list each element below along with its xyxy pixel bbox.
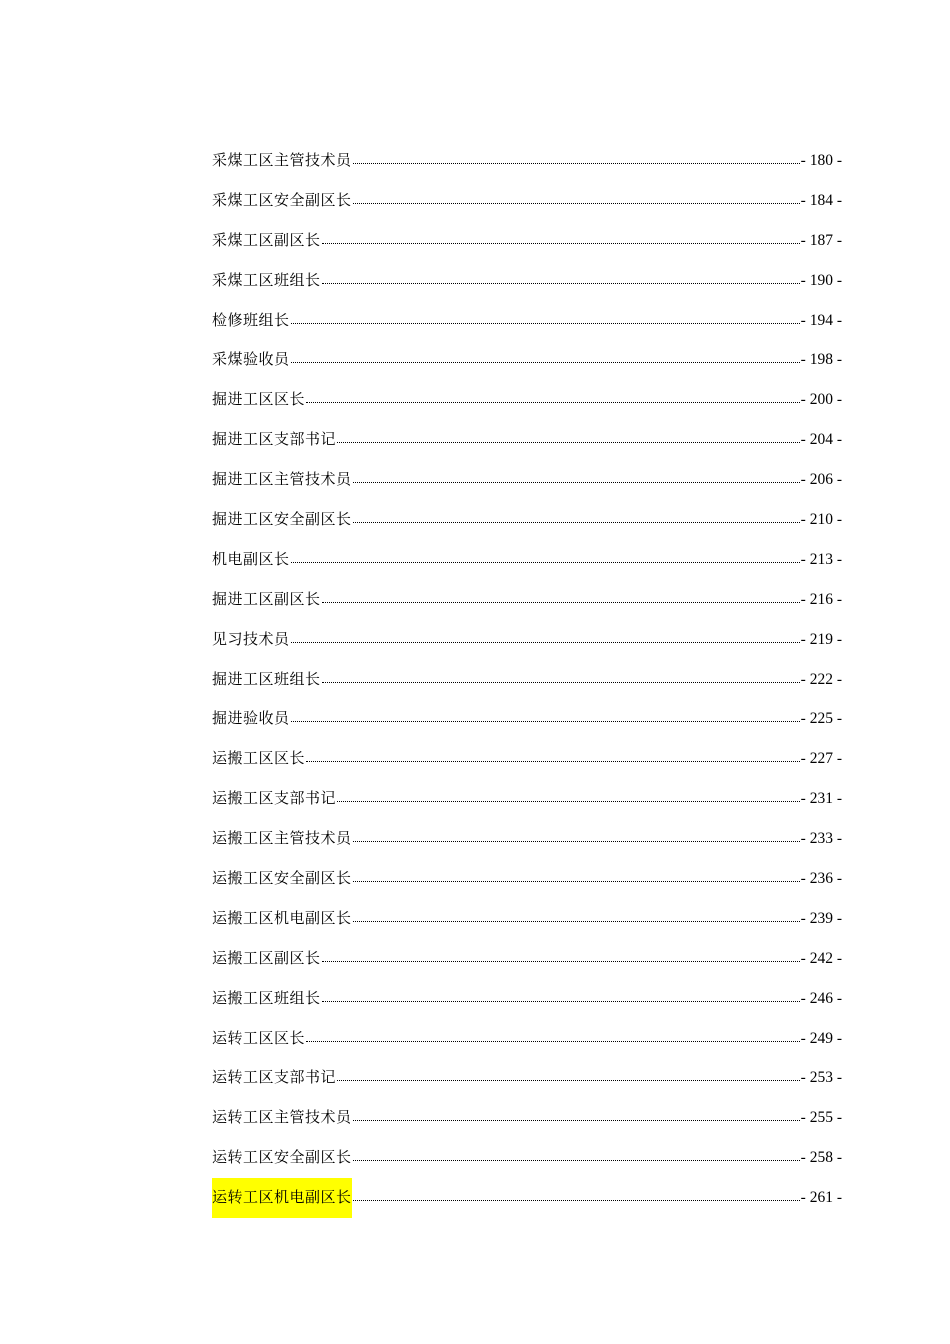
toc-entry-page: - 242 - — [800, 949, 842, 967]
toc-entry-page: - 261 - — [800, 1189, 842, 1207]
toc-entry-page: - 253 - — [800, 1069, 842, 1087]
toc-dot-leader — [336, 1068, 801, 1082]
toc-entry-title: 运搬工区班组长 — [212, 988, 321, 1007]
toc-dot-leader — [290, 311, 801, 325]
toc-entry-page: - 231 - — [800, 790, 842, 808]
toc-entry-page: - 258 - — [800, 1149, 842, 1167]
toc-entry[interactable] — [212, 819, 842, 859]
toc-dot-leader — [321, 670, 801, 684]
toc-entry-title: 见习技术员 — [212, 629, 290, 648]
toc-entry-page: - 204 - — [800, 431, 842, 449]
toc-entry[interactable] — [212, 899, 842, 939]
toc-entry-page: - 187 - — [800, 231, 842, 249]
toc-entry-title: 运搬工区机电副区长 — [212, 908, 352, 927]
toc-entry-title: 采煤工区班组长 — [212, 270, 321, 289]
toc-entry-page: - 227 - — [800, 750, 842, 768]
toc-dot-leader — [305, 749, 801, 763]
toc-entry-title: 掘进工区班组长 — [212, 669, 321, 688]
toc-entry[interactable] — [212, 380, 842, 420]
toc-entry[interactable] — [212, 540, 842, 580]
toc-entry-page: - 213 - — [800, 550, 842, 568]
toc-entry[interactable] — [212, 699, 842, 739]
toc-entry-page: - 219 - — [800, 630, 842, 648]
toc-entry-title: 掘进工区支部书记 — [212, 430, 337, 449]
toc-dot-leader — [305, 390, 801, 404]
toc-entry-page: - 225 - — [800, 710, 842, 728]
toc-entry[interactable] — [212, 301, 842, 341]
toc-entry[interactable] — [212, 340, 842, 380]
toc-entry-page: - 222 - — [800, 670, 842, 688]
toc-entry-page: - 233 - — [800, 830, 842, 848]
toc-dot-leader — [352, 1108, 801, 1122]
toc-entry[interactable] — [212, 181, 842, 221]
toc-entry-title: 掘进工区主管技术员 — [212, 470, 352, 489]
toc-entry-page: - 216 - — [800, 590, 842, 608]
toc-dot-leader — [321, 590, 801, 604]
toc-dot-leader — [352, 869, 801, 883]
toc-entry-highlighted[interactable] — [212, 1178, 842, 1218]
toc-dot-leader — [305, 1029, 801, 1043]
toc-entry-title: 运转工区区长 — [212, 1028, 306, 1047]
toc-dot-leader — [352, 470, 801, 484]
table-of-contents — [212, 141, 842, 1218]
toc-entry-title: 采煤工区副区长 — [212, 230, 321, 249]
toc-entry[interactable] — [212, 261, 842, 301]
toc-dot-leader — [290, 550, 801, 564]
toc-entry[interactable] — [212, 939, 842, 979]
toc-entry[interactable] — [212, 580, 842, 620]
toc-entry-title: 检修班组长 — [212, 310, 290, 329]
toc-entry-title: 采煤工区安全副区长 — [212, 190, 352, 209]
toc-entry[interactable] — [212, 859, 842, 899]
toc-entry-page: - 255 - — [800, 1109, 842, 1127]
toc-dot-leader — [352, 1188, 801, 1202]
toc-entry[interactable] — [212, 141, 842, 181]
toc-entry[interactable] — [212, 660, 842, 700]
toc-dot-leader — [336, 430, 801, 444]
toc-dot-leader — [352, 829, 801, 843]
toc-dot-leader — [321, 989, 801, 1003]
toc-entry-title: 采煤工区主管技术员 — [212, 151, 352, 169]
toc-entry-page: - 180 - — [800, 152, 842, 169]
toc-entry-title: 掘进工区安全副区长 — [212, 510, 352, 529]
toc-entry-title: 掘进验收员 — [212, 709, 290, 728]
toc-entry-title: 运搬工区副区长 — [212, 948, 321, 967]
toc-entry-page: - 200 - — [800, 391, 842, 409]
toc-entry[interactable] — [212, 1138, 842, 1178]
toc-entry-title: 掘进工区副区长 — [212, 589, 321, 608]
toc-entry-title: 运转工区支部书记 — [212, 1068, 337, 1087]
toc-entry[interactable] — [212, 460, 842, 500]
toc-dot-leader — [290, 350, 801, 364]
toc-entry-title: 运搬工区支部书记 — [212, 789, 337, 808]
toc-dot-leader — [321, 231, 801, 245]
toc-entry-title: 掘进工区区长 — [212, 390, 306, 409]
toc-entry-title: 运转工区安全副区长 — [212, 1148, 352, 1167]
toc-entry-page: - 184 - — [800, 191, 842, 209]
toc-dot-leader — [290, 630, 801, 644]
toc-entry-title: 运转工区主管技术员 — [212, 1108, 352, 1127]
toc-entry-title: 运搬工区安全副区长 — [212, 869, 352, 888]
toc-dot-leader — [352, 510, 801, 524]
toc-dot-leader — [290, 709, 801, 723]
toc-entry-page: - 190 - — [800, 271, 842, 289]
toc-entry-page: - 210 - — [800, 511, 842, 529]
toc-entry-title: 运搬工区主管技术员 — [212, 829, 352, 848]
toc-entry-page: - 249 - — [800, 1029, 842, 1047]
toc-entry-page: - 239 - — [800, 909, 842, 927]
toc-entry-page: - 246 - — [800, 989, 842, 1007]
toc-entry[interactable] — [212, 221, 842, 261]
toc-entry[interactable] — [212, 500, 842, 540]
toc-entry-page: - 194 - — [800, 311, 842, 329]
toc-entry-page: - 236 - — [800, 870, 842, 888]
toc-entry-page: - 198 - — [800, 351, 842, 369]
toc-entry-title: 采煤验收员 — [212, 350, 290, 369]
toc-dot-leader — [352, 909, 801, 923]
toc-entry[interactable] — [212, 979, 842, 1019]
toc-entry[interactable] — [212, 420, 842, 460]
toc-dot-leader — [321, 949, 801, 963]
toc-entry-title: 运搬工区区长 — [212, 749, 306, 768]
toc-entry[interactable] — [212, 739, 842, 779]
toc-dot-leader — [352, 1148, 801, 1162]
toc-entry[interactable] — [212, 779, 842, 819]
toc-entry-title-highlighted: 运转工区机电副区长 — [212, 1178, 352, 1218]
toc-entry-page: - 206 - — [800, 471, 842, 489]
toc-dot-leader — [352, 191, 801, 205]
toc-dot-leader — [321, 271, 801, 285]
toc-entry[interactable] — [212, 620, 842, 660]
toc-entry[interactable] — [212, 1098, 842, 1138]
toc-entry[interactable] — [212, 1058, 842, 1098]
toc-dot-leader — [336, 789, 801, 803]
toc-entry-title: 机电副区长 — [212, 549, 290, 568]
toc-entry[interactable] — [212, 1019, 842, 1059]
toc-dot-leader — [352, 151, 801, 165]
